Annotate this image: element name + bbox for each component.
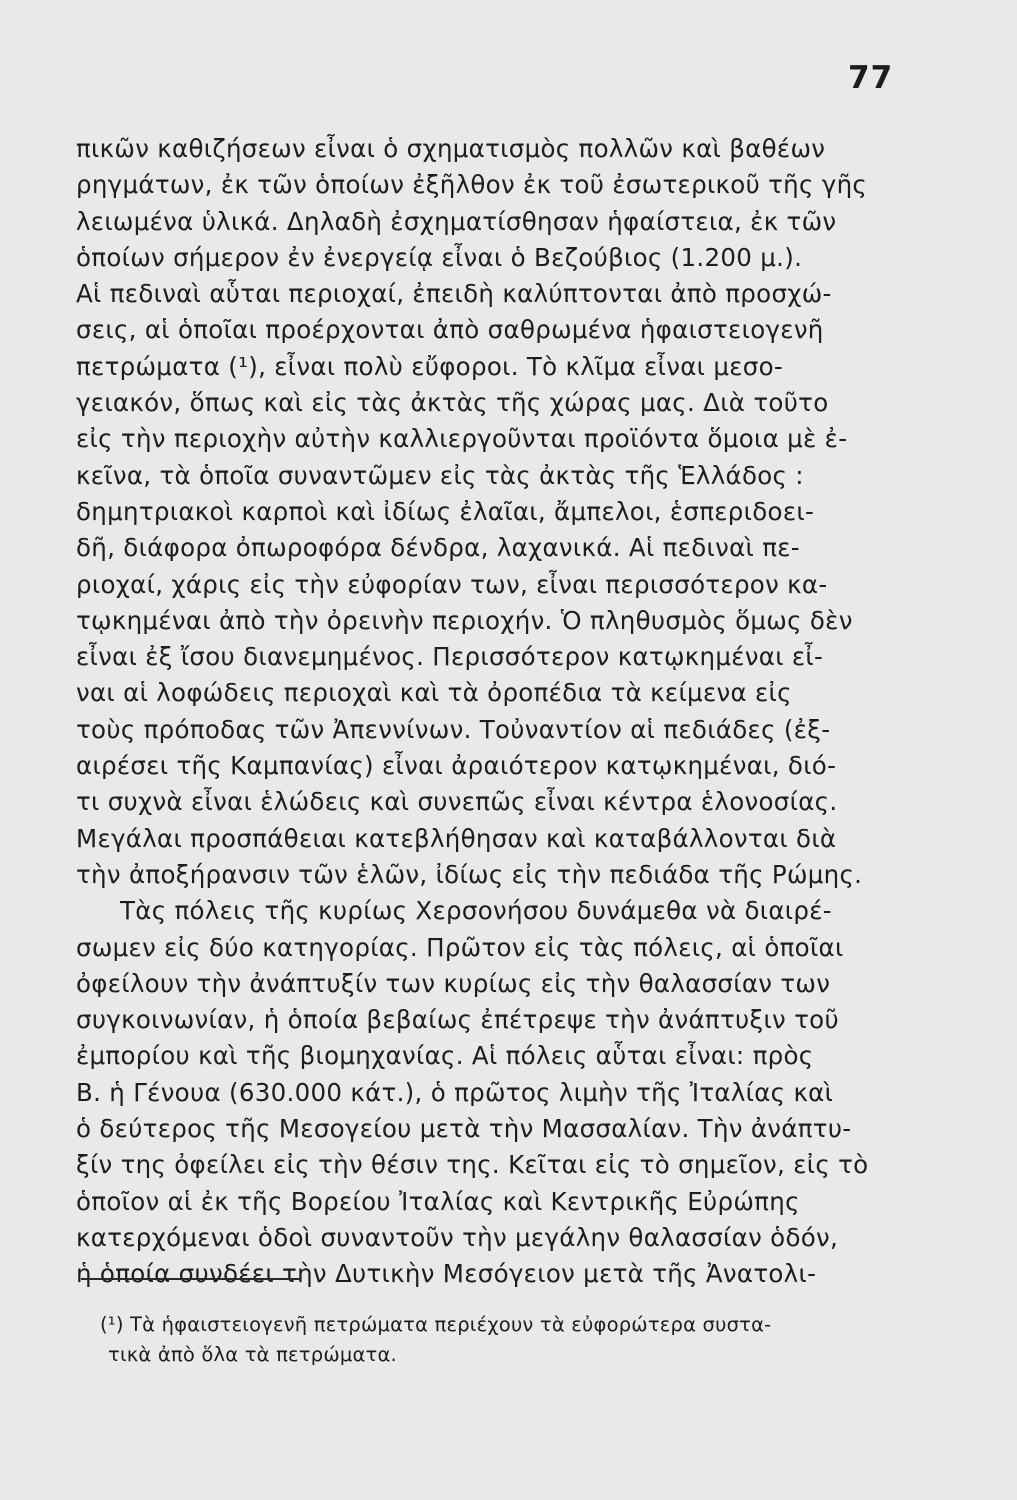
- text-line: δημητριακοὶ καρποὶ καὶ ἰδίως ἐλαῖαι, ἄμπελοι, ἑσπεριδοει-: [76, 496, 815, 526]
- text-line: Μεγάλαι προσπάθειαι κατεβλήθησαν καὶ καταβάλλονται διὰ: [76, 823, 837, 853]
- text-line: σωμεν εἰς δύο κατηγορίας. Πρῶτον εἰς τὰς πόλεις, αἱ ὁποῖαι: [76, 932, 844, 962]
- footnote-separator: [81, 1278, 301, 1280]
- text-line: ριοχαί, χάρις εἰς τὴν εὐφορίαν των, εἶναι περισσότερον κα-: [76, 569, 828, 599]
- text-line: πετρώματα (¹), εἶναι πολὺ εὔφοροι. Τὸ κλῖμα εἶναι μεσο-: [76, 351, 784, 381]
- text-line: αιρέσει τῆς Καμπανίας) εἶναι ἀραιότερον κατῳκημέναι, διό-: [76, 751, 837, 781]
- footnote-line: (¹) Τὰ ἡφαιστειογενῆ πετρώματα περιέχουν τὰ εὐφορώτερα συστα-: [100, 1313, 772, 1336]
- text-line: τι συχνὰ εἶναι ἑλώδεις καὶ συνεπῶς εἶναι κέντρα ἑλονοσίας.: [76, 787, 838, 817]
- page-number: 77: [848, 60, 894, 96]
- text-line: Αἱ πεδιναὶ αὗται περιοχαί, ἐπειδὴ καλύπτονται ἀπὸ προσχώ-: [76, 279, 832, 309]
- text-line: ναι αἱ λοφώδεις περιοχαὶ καὶ τὰ ὀροπέδια τὰ κείμενα εἰς: [76, 678, 792, 708]
- paragraph-start-line: Τὰς πόλεις τῆς κυρίως Χερσονήσου δυνάμεθα νὰ διαιρέ-: [120, 896, 832, 926]
- text-line: πικῶν καθιζήσεων εἶναι ὁ σχηματισμὸς πολλῶν καὶ βαθέων: [76, 134, 826, 163]
- text-line: ἡ ὁποία συνδέει τὴν Δυτικὴν Μεσόγειον μετὰ τῆς Ἀνατολι-: [76, 1259, 817, 1289]
- text-line: ὀφείλουν τὴν ἀνάπτυξίν των κυρίως εἰς τὴν θαλασσίαν των: [76, 968, 831, 998]
- body-text: [76, 131, 944, 1293]
- text-line: δῆ, διάφορα ὀπωροφόρα δένδρα, λαχανικά. Αἱ πεδιναὶ πε-: [76, 533, 800, 563]
- text-line: λειωμένα ὑλικά. Δηλαδὴ ἐσχηματίσθησαν ἡφαίστεια, ἐκ τῶν: [76, 206, 837, 236]
- text-line: κατερχόμεναι ὁδοὶ συναντοῦν τὴν μεγάλην θαλασσίαν ὁδόν,: [76, 1222, 839, 1252]
- text-line: ἐμπορίου καὶ τῆς βιομηχανίας. Αἱ πόλεις αὗται εἶναι: πρὸς: [76, 1041, 814, 1071]
- text-line: Β. ἡ Γένουα (630.000 κάτ.), ὁ πρῶτος λιμὴν τῆς Ἰταλίας καὶ: [76, 1077, 834, 1107]
- text-line: ρηγμάτων, ἐκ τῶν ὁποίων ἐξῆλθον ἐκ τοῦ ἐσωτερικοῦ τῆς γῆς: [76, 170, 868, 200]
- text-line: ὁ δεύτερος τῆς Μεσογείου μετὰ τὴν Μασσαλίαν. Τὴν ἀνάπτυ-: [76, 1114, 852, 1144]
- text-line: συγκοινωνίαν, ἡ ὁποία βεβαίως ἐπέτρεψε τὴν ἀνάπτυξιν τοῦ: [76, 1005, 839, 1035]
- text-line: ὁποίων σήμερον ἐν ἐνεργείᾳ εἶναι ὁ Βεζούβιος (1.200 μ.).: [76, 242, 803, 272]
- text-line: τοὺς πρόποδας τῶν Ἀπεννίνων. Τοὐναντίον αἱ πεδιάδες (ἐξ-: [76, 714, 831, 744]
- text-line: ὁποῖον αἱ ἐκ τῆς Βορείου Ἰταλίας καὶ Κεντρικῆς Εὐρώπης: [76, 1186, 800, 1216]
- text-line: εἰς τὴν περιοχὴν αὐτὴν καλλιεργοῦνται προϊόντα ὅμοια μὲ ἐ-: [76, 424, 848, 454]
- text-line: τὴν ἀποξήρανσιν τῶν ἑλῶν, ἰδίως εἰς τὴν πεδιάδα τῆς Ρώμης.: [76, 859, 863, 889]
- text-line: εἶναι ἐξ ἴσου διανεμημένος. Περισσότερον κατῳκημέναι εἶ-: [76, 642, 824, 672]
- text-line: ξίν της ὀφείλει εἰς τὴν θέσιν της. Κεῖται εἰς τὸ σημεῖον, εἰς τὸ: [76, 1150, 869, 1180]
- text-line: τῳκημέναι ἀπὸ τὴν ὀρεινὴν περιοχήν. Ὁ πληθυσμὸς ὅμως δὲν: [76, 605, 853, 635]
- text-line: γειακόν, ὅπως καὶ εἰς τὰς ἀκτὰς τῆς χώρας μας. Διὰ τοῦτο: [76, 388, 829, 418]
- text-line: σεις, αἱ ὁποῖαι προέρχονται ἀπὸ σαθρωμένα ἡφαιστειογενῆ: [76, 315, 824, 345]
- footnotes: [100, 1310, 950, 1370]
- text-line: κεῖνα, τὰ ὁποῖα συναντῶμεν εἰς τὰς ἀκτὰς τῆς Ἑλλάδος :: [76, 460, 804, 490]
- footnote-line: τικὰ ἀπὸ ὅλα τὰ πετρώματα.: [108, 1343, 397, 1366]
